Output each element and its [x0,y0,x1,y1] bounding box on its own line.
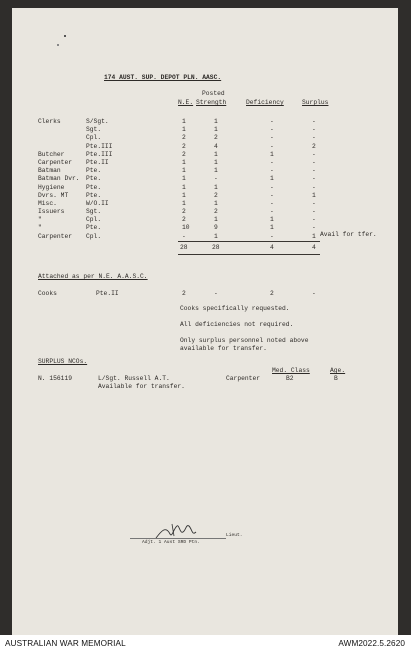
trade-cell [38,143,80,151]
strength-cell: 9 [214,224,218,232]
totals-rule-bottom [178,254,320,255]
surplus-cell: - [312,175,316,183]
strength-cell: 1 [214,183,218,191]
ne-cell: 1 [182,199,186,207]
ne-cell: 1 [182,183,186,191]
document-page [12,8,398,635]
totals-rule-top [178,241,320,242]
trade-cell: " [38,216,42,224]
deficiency-cell: - [270,199,274,207]
trade-cell: Batman [38,167,61,175]
ne-cell: 10 [182,224,190,232]
attached-deficiency: 2 [270,290,274,297]
deficiency-cell: - [270,118,274,125]
trade-cell: Hygiene [38,183,65,191]
deficiency-cell: 1 [270,216,274,224]
deficiency-cell: - [270,167,274,175]
strength-cell: 1 [214,216,218,224]
header-surplus: Surplus [302,99,329,106]
total-surplus: 4 [312,244,316,251]
trade-cell: " [38,224,42,232]
trade-cell: Clerks [38,118,61,125]
surplus-cell: - [312,158,316,166]
surplus-cell: - [312,208,316,216]
trade-column [38,118,80,241]
total-deficiency: 4 [270,244,274,251]
strength-cell: 1 [214,150,218,158]
surplus-cell: 1 [312,191,316,199]
rank-cell: Pte. [86,167,102,175]
footer-accession-number: AWM2022.5.2620 [338,639,405,648]
surplus-trade: Carpenter [226,375,261,382]
surplus-number: N. 156119 [38,375,73,382]
strength-cell: 1 [214,158,218,166]
ne-cell: 2 [182,142,186,150]
trade-cell: Misc. [38,199,57,207]
rank-cell: Cpl. [86,134,102,142]
rank-cell: Pte. [86,191,102,199]
surplus-cell: 2 [312,142,316,150]
strength-cell: 1 [214,199,218,207]
total-ne: 28 [180,244,188,251]
trade-cell: Carpenter [38,232,73,240]
total-strength: 28 [212,244,220,251]
deficiency-cell: - [270,208,274,216]
note-surplus-1: Only surplus personnel noted above [180,337,309,344]
ne-cell: 2 [182,134,186,142]
rank-cell: Pte.II [86,158,109,166]
signature-role: Adjt. 1 Aust SRD Ptn. [142,540,200,545]
header-posted: Posted [202,90,225,97]
strength-cell: 1 [214,126,218,134]
attached-surplus: - [312,290,316,297]
deficiency-cell: - [270,126,274,134]
ne-cell: 2 [182,208,186,216]
surplus-cell: - [312,224,316,232]
trade-cell: Dvrs. MT [38,191,69,199]
trade-cell: Batman Dvr. [38,175,80,183]
attached-ne: 2 [182,290,186,297]
attached-trade: Cooks [38,290,57,297]
signature-line [130,538,226,539]
strength-cell: 4 [214,142,218,150]
ne-cell: 2 [182,216,186,224]
surplus-avail: Available for transfer. [98,383,185,390]
rank-column [86,118,112,241]
ne-cell: 1 [182,118,186,125]
surplus-cell: - [312,126,316,134]
deficiency-cell: 1 [270,175,274,183]
surplus-med: B2 [286,375,294,382]
attached-heading: Attached as per N.E. A.A.S.C. [38,273,148,280]
ne-cell: 1 [182,167,186,175]
trade-cell: Issuers [38,208,65,216]
rank-cell: Cpl. [86,232,102,240]
deficiency-cell: - [270,142,274,150]
deficiency-cell: 1 [270,224,274,232]
header-ne: N.E. [178,99,194,106]
deficiency-cell: - [270,158,274,166]
rank-cell: Pte. [86,224,102,232]
rank-cell: Pte. [86,183,102,191]
note-deficiencies: All deficiencies not required. [180,321,294,328]
strength-cell: 1 [214,118,218,125]
header-deficiency: Deficiency [246,99,284,106]
strength-column [214,118,218,241]
strength-cell: 2 [214,191,218,199]
header-med-class: Med. Class [272,367,310,374]
strength-cell: 2 [214,134,218,142]
rank-cell: W/O.II [86,199,109,207]
trade-cell: Carpenter [38,158,73,166]
note-surplus-2: available for transfer. [180,345,267,352]
rank-cell: Sgt. [86,208,102,216]
avail-note: Avail for tfer. [320,231,377,238]
ne-cell: 1 [182,191,186,199]
signature-rank: Lieut. [226,533,243,538]
deficiency-cell: 1 [270,150,274,158]
ne-cell: 1 [182,126,186,134]
deficiency-cell: - [270,134,274,142]
rank-cell: Pte. [86,175,102,183]
surplus-cell: - [312,199,316,207]
strength-cell: 1 [214,232,218,240]
strength-cell: 2 [214,208,218,216]
punch-mark [64,35,66,37]
archive-footer [0,635,411,653]
surplus-age: B [334,375,338,382]
surplus-name: L/Sgt. Russell A.T. [98,375,170,382]
trade-cell [38,126,80,134]
attached-strength: - [214,290,218,297]
surplus-cell: - [312,134,316,142]
ne-column [182,118,190,241]
strength-cell: 1 [214,167,218,175]
surplus-cell: - [312,118,316,125]
deficiency-cell: - [270,183,274,191]
document-title: 174 AUST. SUP. DEPOT PLN. AASC. [104,74,222,81]
strength-cell: - [214,175,218,183]
ne-cell: 2 [182,150,186,158]
surplus-cell: - [312,183,316,191]
deficiency-cell: - [270,232,274,240]
rank-cell: Sgt. [86,126,102,134]
header-strength: Strength [196,99,227,106]
rank-cell: Cpl. [86,216,102,224]
ne-cell: 1 [182,175,186,183]
ne-cell: - [182,232,186,240]
note-cooks: Cooks specifically requested. [180,305,290,312]
surplus-cell: - [312,150,316,158]
surplus-heading: SURPLUS NCOs. [38,358,88,365]
punch-mark [57,44,59,46]
rank-cell: Pte.III [86,150,113,158]
trade-cell [38,134,80,142]
signature-mark [152,520,202,542]
surplus-cell: 1 [312,232,316,240]
attached-rank: Pte.II [96,290,119,297]
ne-cell: 1 [182,158,186,166]
surplus-cell: - [312,167,316,175]
deficiency-cell: - [270,191,274,199]
surplus-cell: - [312,216,316,224]
surplus-column [312,118,316,241]
rank-cell: S/Sgt. [86,118,109,125]
rank-cell: Pte.III [86,142,113,150]
header-age: Age. [330,367,346,374]
deficiency-column [270,118,274,241]
trade-cell: Butcher [38,150,65,158]
footer-institution: AUSTRALIAN WAR MEMORIAL [5,639,126,648]
